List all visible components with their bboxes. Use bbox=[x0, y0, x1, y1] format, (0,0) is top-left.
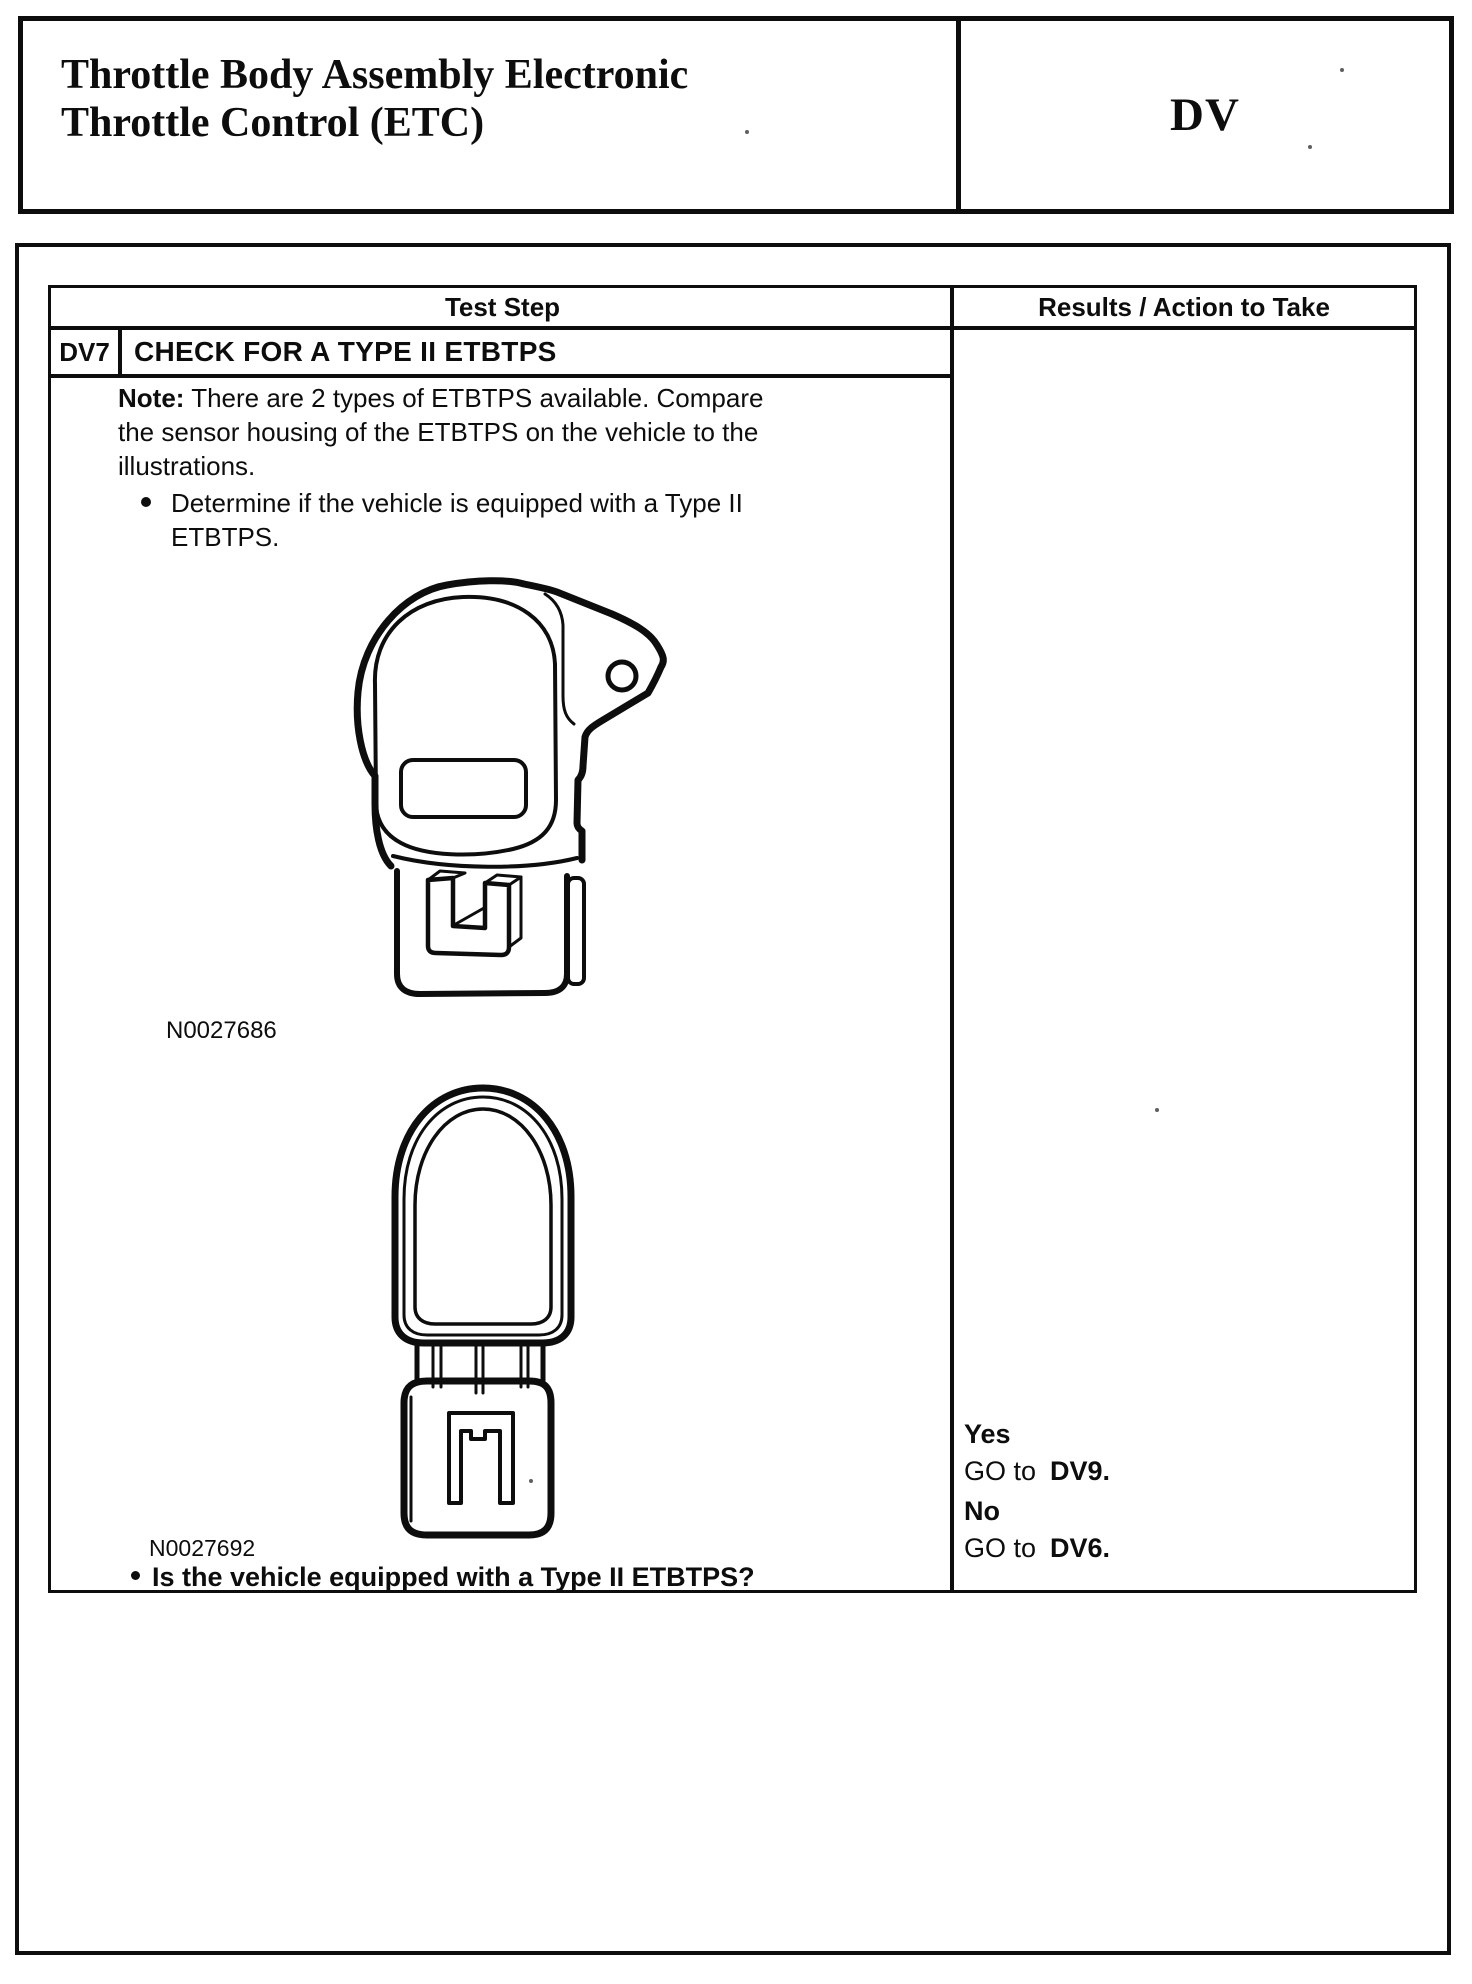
table-header-row bbox=[51, 288, 1414, 330]
result-yes-action: GO to DV9. bbox=[964, 1456, 1111, 1486]
pinpoint-test-table bbox=[48, 285, 1417, 1593]
determine-bullet bbox=[141, 486, 821, 554]
step-title: CHECK FOR A TYPE II ETBTPS bbox=[134, 336, 557, 367]
note-line-2: sensor housing of the ETBTPS on the vehicle to the bbox=[161, 417, 759, 447]
question-text: Is the vehicle equipped with a Type II ETBTPS? bbox=[152, 1562, 755, 1592]
page-title-line-2: Throttle Control (ETC) bbox=[61, 100, 485, 146]
note-label: Note: bbox=[118, 383, 185, 413]
section-code-cell bbox=[961, 21, 1449, 209]
figure-2-label: N0027692 bbox=[149, 1535, 256, 1561]
page-header bbox=[18, 16, 1454, 214]
step-row bbox=[51, 330, 950, 378]
question-bullet bbox=[131, 1561, 911, 1593]
figure-1-label: N0027686 bbox=[166, 1017, 277, 1044]
scan-speck bbox=[1155, 1108, 1159, 1112]
etbtps-sensor-illustration-2 bbox=[383, 1075, 603, 1555]
result-yes-answer: Yes bbox=[964, 1419, 1011, 1449]
etbtps-sensor-illustration-1 bbox=[349, 576, 671, 1000]
page-title bbox=[23, 21, 961, 209]
page-title-line-1: Throttle Body Assembly Electronic bbox=[61, 52, 689, 98]
note-line-1: There are 2 types of ETBTPS available. Compare the bbox=[118, 383, 764, 447]
determine-bullet-text: Determine if the vehicle is equipped with a Type II ETBTPS. bbox=[171, 488, 743, 552]
result-yes bbox=[964, 1416, 1110, 1490]
column-header-test-step: Test Step bbox=[444, 292, 561, 322]
scan-speck bbox=[1340, 68, 1344, 72]
result-no-action: GO to DV6. bbox=[964, 1533, 1111, 1563]
result-no bbox=[964, 1493, 1110, 1567]
column-header-results: Results / Action to Take bbox=[1038, 292, 1330, 322]
bullet-icon bbox=[141, 497, 151, 507]
note-paragraph bbox=[118, 381, 766, 483]
result-no-answer: No bbox=[964, 1496, 1000, 1526]
scan-speck bbox=[745, 130, 749, 134]
test-step-body bbox=[51, 378, 950, 1590]
scan-speck bbox=[1308, 145, 1312, 149]
note-line-3: illustrations. bbox=[118, 451, 256, 481]
scan-speck bbox=[529, 1479, 533, 1483]
bullet-icon bbox=[131, 1571, 140, 1580]
step-id: DV7 bbox=[51, 330, 122, 374]
results-cell bbox=[954, 330, 1414, 1590]
section-code: DV bbox=[1170, 89, 1240, 141]
